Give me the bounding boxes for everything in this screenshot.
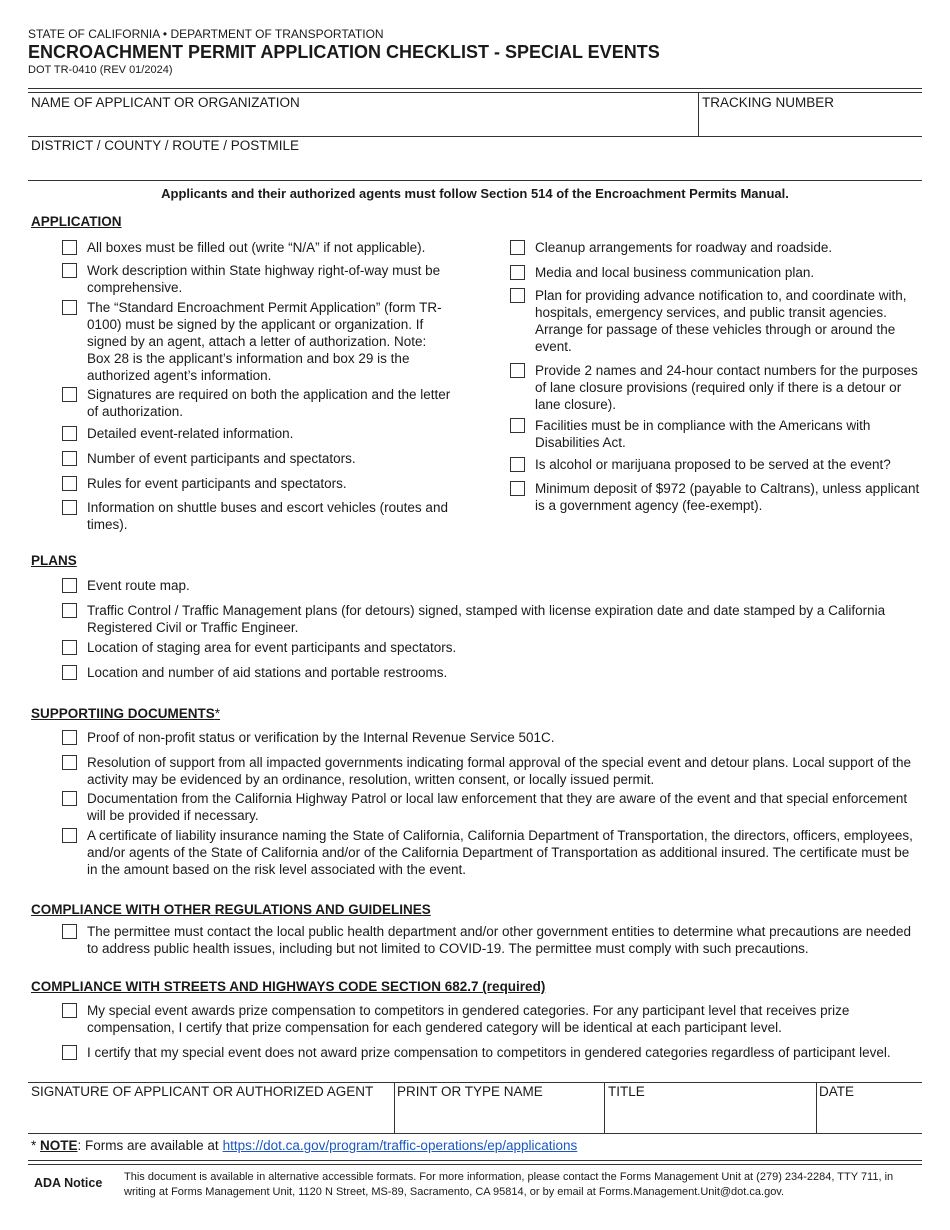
- checkbox[interactable]: [62, 387, 77, 402]
- checkbox[interactable]: [62, 426, 77, 441]
- date-field[interactable]: [817, 1083, 922, 1133]
- location-field[interactable]: [28, 137, 922, 180]
- ada-notice-title: ADA Notice: [34, 1176, 103, 1190]
- divider: [28, 1133, 922, 1134]
- checkbox[interactable]: [62, 578, 77, 593]
- checkbox[interactable]: [62, 665, 77, 680]
- print-name-label: PRINT OR TYPE NAME: [397, 1084, 543, 1099]
- agency-name: STATE OF CALIFORNIA • DEPARTMENT OF TRANSPORTATION: [28, 27, 384, 41]
- checkbox[interactable]: [62, 730, 77, 745]
- checkbox[interactable]: [62, 640, 77, 655]
- checkbox[interactable]: [62, 263, 77, 278]
- checkbox[interactable]: [510, 288, 525, 303]
- signature-field[interactable]: [28, 1083, 394, 1133]
- title-label: TITLE: [608, 1084, 645, 1099]
- applicant-label: NAME OF APPLICANT OR ORGANIZATION: [31, 95, 300, 110]
- plans-heading: PLANS: [31, 553, 77, 568]
- application-heading: APPLICATION: [31, 214, 122, 229]
- checkbox[interactable]: [510, 265, 525, 280]
- checkbox[interactable]: [510, 481, 525, 496]
- checkbox[interactable]: [510, 363, 525, 378]
- signature-label: SIGNATURE OF APPLICANT OR AUTHORIZED AGENT: [31, 1084, 374, 1099]
- title-field[interactable]: [605, 1083, 816, 1133]
- checkbox[interactable]: [62, 1045, 77, 1060]
- divider: [28, 180, 922, 181]
- checkbox[interactable]: [62, 300, 77, 315]
- checkbox[interactable]: [62, 240, 77, 255]
- date-label: DATE: [819, 1084, 855, 1099]
- form-number: DOT TR-0410 (REV 01/2024): [28, 64, 173, 76]
- checkbox[interactable]: [62, 603, 77, 618]
- divider: [28, 1160, 922, 1161]
- checkbox[interactable]: [510, 457, 525, 472]
- compliance-shc-heading: COMPLIANCE WITH STREETS AND HIGHWAYS CODE SECTION 682.7 (required): [31, 979, 546, 994]
- checkbox[interactable]: [62, 755, 77, 770]
- checkbox[interactable]: [62, 1003, 77, 1018]
- checkbox[interactable]: [62, 500, 77, 515]
- divider: [28, 88, 922, 89]
- print-name-field[interactable]: [395, 1083, 604, 1133]
- checkbox[interactable]: [62, 791, 77, 806]
- tracking-label: TRACKING NUMBER: [702, 95, 835, 110]
- forms-note: * NOTE: Forms are available at https://dot.ca.gov/program/traffic-operations/ep/applications: [31, 1138, 578, 1153]
- checkbox[interactable]: [62, 451, 77, 466]
- section-514-notice: Applicants and their authorized agents must follow Section 514 of the Encroachment Permits Manual.: [161, 186, 789, 201]
- ada-notice-text: This document is available in alternative accessible formats. For more information, please contact the Forms Management Unit at (279) 234-2284, TTY 711, in writing at Forms Management Unit, 1120 N Street, MS-89, Sacramento, CA 95814, or by email at Forms.Management.Unit@dot.ca.gov.: [124, 1171, 894, 1198]
- checkbox[interactable]: [510, 418, 525, 433]
- tracking-number-field[interactable]: [699, 93, 922, 136]
- checkbox[interactable]: [62, 828, 77, 843]
- compliance-regulations-heading: COMPLIANCE WITH OTHER REGULATIONS AND GUIDELINES: [31, 902, 431, 917]
- checkbox[interactable]: [62, 924, 77, 939]
- page-title: ENCROACHMENT PERMIT APPLICATION CHECKLIST - SPECIAL EVENTS: [28, 42, 660, 62]
- location-label: DISTRICT / COUNTY / ROUTE / POSTMILE: [31, 138, 300, 153]
- divider: [28, 1164, 922, 1165]
- checkbox[interactable]: [62, 476, 77, 491]
- applicant-name-field[interactable]: [28, 93, 698, 136]
- checkbox[interactable]: [510, 240, 525, 255]
- applications-link[interactable]: https://dot.ca.gov/program/traffic-operations/ep/applications: [222, 1138, 578, 1153]
- supporting-documents-heading: SUPPORTIING DOCUMENTS*: [31, 706, 221, 721]
